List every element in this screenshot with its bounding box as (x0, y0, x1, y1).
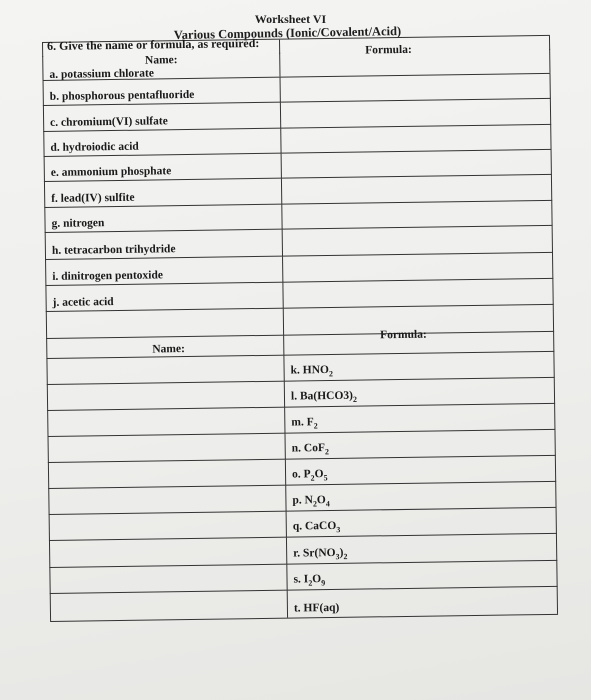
compound-formula: o. $P_2O_5$ (291, 467, 328, 483)
compound-name: h. tetracarbon trihydride (51, 243, 176, 257)
compound-name: j. acetic acid (52, 296, 114, 309)
question-text: 6. Give the name or formula, as required: (46, 35, 260, 53)
name-header: Name: (144, 54, 178, 67)
compound-name: a. potassium chlorate (49, 67, 155, 81)
name-cell (42, 53, 279, 80)
compound-name: b. phosphorous pentafluoride (49, 88, 195, 103)
compound-name: g. nitrogen (51, 217, 105, 230)
table-row (50, 586, 558, 622)
formula-header: Formula: (365, 43, 412, 57)
name-cell[interactable] (50, 591, 287, 621)
compound-formula: r. $Sr(NO_3)_2$ (293, 546, 348, 561)
compound-name: c. chromium(VI) sulfate (50, 115, 168, 129)
compound-name: f. lead(IV) sulfite (51, 191, 135, 205)
worksheet-subtitle: Various Compounds (Ionic/Covalent/Acid) (173, 24, 402, 42)
compound-table (42, 35, 558, 642)
worksheet-title: Worksheet VI (254, 12, 327, 26)
compound-formula: k. $HNO_2$ (290, 363, 334, 379)
compound-formula: m. $F_2$ (291, 415, 318, 431)
formula-cell[interactable] (287, 587, 558, 618)
formula-header: Formula: (380, 328, 427, 342)
compound-name: d. hydroiodic acid (50, 140, 139, 154)
name-header: Name: (152, 343, 185, 356)
compound-formula: s. $I_2O_9$ (293, 572, 326, 588)
compound-formula: l. $Ba(HCO3)_2$ (290, 389, 358, 404)
compound-formula: p. $N_2O_4$ (292, 493, 330, 509)
compound-formula: t. HF(aq) (293, 601, 340, 615)
compound-formula: q. CaCO$_3$ (292, 519, 341, 534)
compound-formula: n. CoF$_2$ (291, 441, 330, 457)
compound-name: e. ammonium phosphate (50, 165, 172, 179)
compound-name: i. dinitrogen pentoxide (52, 269, 164, 283)
